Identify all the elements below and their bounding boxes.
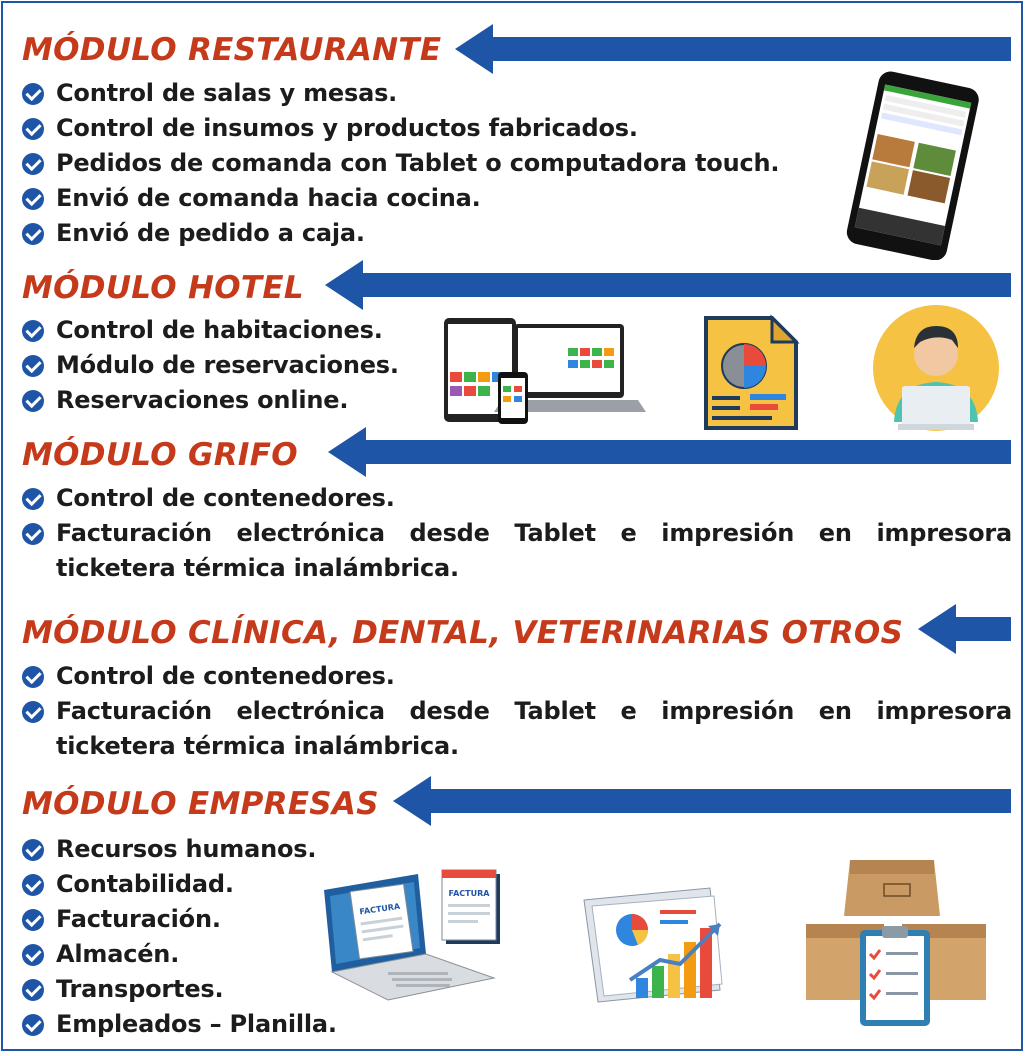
- check-circle-icon: [22, 355, 44, 377]
- list-item: Pedidos de comanda con Tablet o computadora touch.: [22, 146, 779, 181]
- list-item: Control de contenedores.: [22, 481, 1012, 516]
- check-circle-icon: [22, 979, 44, 1001]
- list-item: Reservaciones online.: [22, 383, 399, 418]
- check-circle-icon: [22, 320, 44, 342]
- smartphone-image: [836, 70, 990, 260]
- inventory-boxes-icon: [802, 850, 990, 1030]
- list-item: Recursos humanos.: [22, 832, 337, 867]
- check-circle-icon: [22, 874, 44, 896]
- list-item: Control de habitaciones.: [22, 313, 399, 348]
- list-grifo: [22, 481, 1012, 586]
- list-item: Facturación electrónica desde Tablet e impresión en impresora ticketera térmica inalámbrica.: [22, 516, 1012, 586]
- list-clinica: [22, 659, 1012, 764]
- list-item: Contabilidad.: [22, 867, 337, 902]
- check-circle-icon: [22, 83, 44, 105]
- svg-text:FACTURA: FACTURA: [358, 901, 401, 917]
- check-circle-icon: [22, 390, 44, 412]
- list-item: Facturación electrónica desde Tablet e impresión en impresora ticketera térmica inalámbrica.: [22, 694, 1012, 764]
- check-circle-icon: [22, 523, 44, 545]
- check-circle-icon: [22, 701, 44, 723]
- check-circle-icon: [22, 153, 44, 175]
- check-circle-icon: [22, 488, 44, 510]
- list-item: Transportes.: [22, 972, 337, 1007]
- section-title-grifo: MÓDULO GRIFO: [22, 437, 298, 473]
- laptop-invoice-image: [318, 868, 504, 1004]
- arrow-icon: [918, 604, 1011, 654]
- section-title-hotel: MÓDULO HOTEL: [22, 270, 304, 306]
- financial-chart-folder-image: [580, 880, 746, 1006]
- arrow-icon: [325, 260, 1011, 310]
- check-circle-icon: [22, 909, 44, 931]
- check-circle-icon: [22, 839, 44, 861]
- section-title-clinica: MÓDULO CLÍNICA, DENTAL, VETERINARIAS OTROS: [22, 615, 904, 651]
- list-hotel: [22, 313, 399, 418]
- list-item: Almacén.: [22, 937, 337, 972]
- section-title-restaurante: MÓDULO RESTAURANTE: [22, 32, 442, 68]
- check-circle-icon: [22, 188, 44, 210]
- section-title-empresas: MÓDULO EMPRESAS: [22, 786, 379, 822]
- check-circle-icon: [22, 666, 44, 688]
- check-circle-icon: [22, 223, 44, 245]
- list-restaurante: [22, 76, 779, 251]
- arrow-icon: [393, 776, 1011, 826]
- arrow-icon: [455, 24, 1011, 74]
- user-avatar-icon: [872, 304, 1000, 432]
- list-item: Control de contenedores.: [22, 659, 1012, 694]
- list-item: Control de insumos y productos fabricados.: [22, 111, 779, 146]
- list-item: Facturación.: [22, 902, 337, 937]
- list-item: Empleados – Planilla.: [22, 1007, 337, 1042]
- list-item: Envió de comanda hacia cocina.: [22, 181, 779, 216]
- check-circle-icon: [22, 118, 44, 140]
- list-item: Envió de pedido a caja.: [22, 216, 779, 251]
- arrow-icon: [328, 427, 1011, 477]
- devices-image: [442, 314, 648, 426]
- list-item: Control de salas y mesas.: [22, 76, 779, 111]
- check-circle-icon: [22, 1014, 44, 1036]
- list-item: Módulo de reservaciones.: [22, 348, 399, 383]
- svg-text:FACTURA: FACTURA: [448, 889, 490, 898]
- report-chart-icon: [700, 314, 800, 432]
- list-empresas: [22, 832, 337, 1042]
- check-circle-icon: [22, 944, 44, 966]
